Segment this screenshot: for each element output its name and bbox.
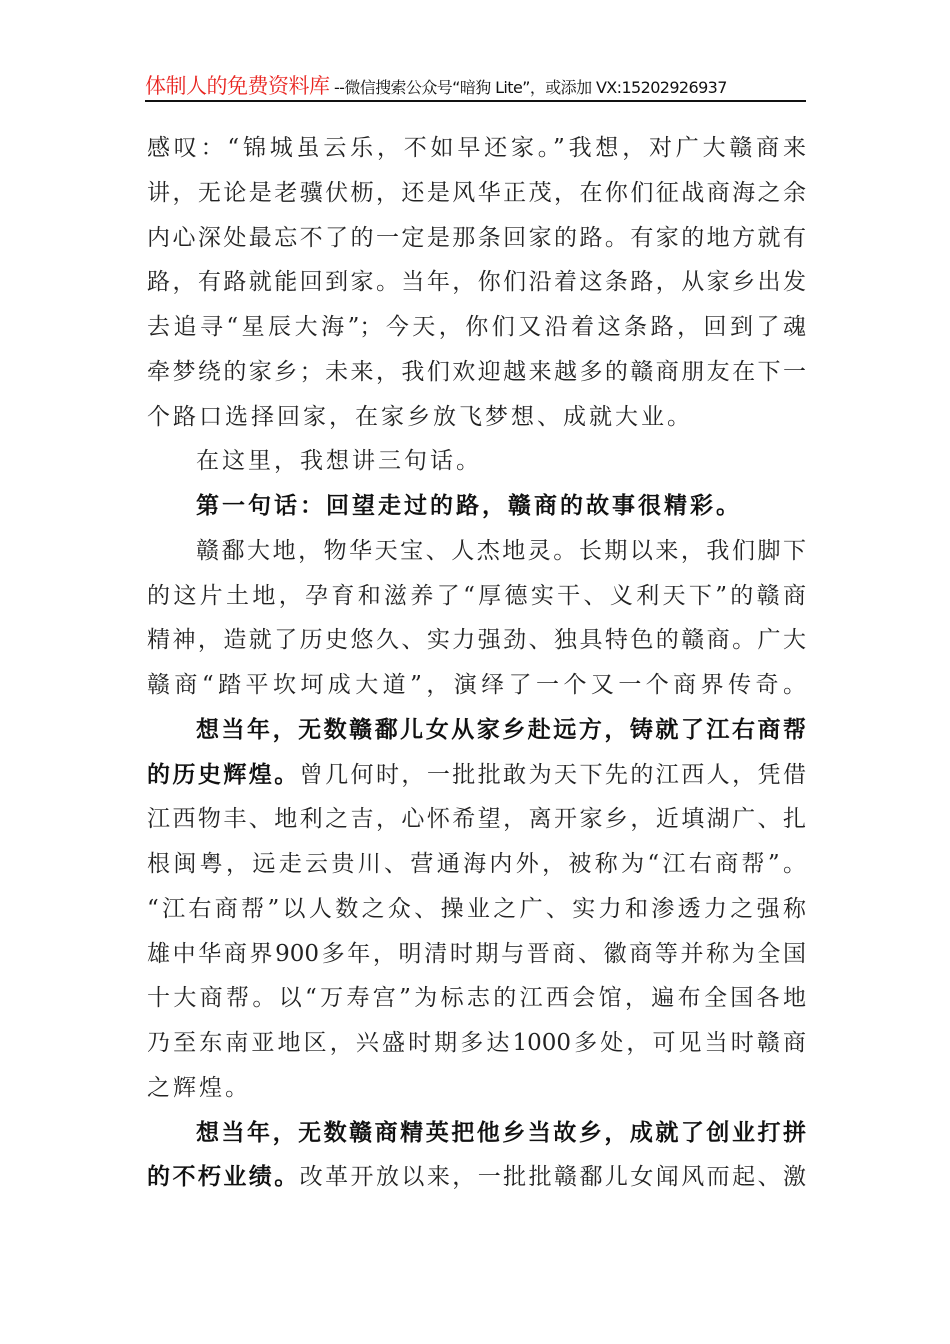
text-line <box>147 355 806 389</box>
body-text: 根闽粤，远走云贵川、营通海内外，被称为“江右商帮”。 <box>147 851 806 877</box>
body-text: 江西物丰、地利之吉，心怀希望，离开家乡，近填湖广、扎 <box>147 806 806 833</box>
bold-text: 第一句话：回望走过的路，赣商的故事很精彩。 <box>196 492 742 519</box>
body-text: 去追寻“星辰大海”；今天，你们又沿着这条路，回到了魂 <box>147 314 806 340</box>
bold-text: 想当年，无数赣商精英把他乡当故乡，成就了创业打拼 <box>196 1118 806 1146</box>
text-line <box>147 221 806 255</box>
text-line <box>147 937 806 971</box>
text-line <box>147 1026 806 1060</box>
body-text: 曾几何时，一批批敢为天下先的江西人，凭借 <box>299 761 807 788</box>
text-line <box>147 1160 806 1194</box>
body-text: 改革开放以来，一批批赣鄱儿女闻风而起、激 <box>299 1164 807 1191</box>
body-text: 的这片土地，孕育和滋养了“厚德实干、义利天下”的赣商 <box>147 582 806 609</box>
text-line <box>147 1071 806 1105</box>
page-header <box>145 70 806 102</box>
body-text: 雄中华商界900多年，明清时期与晋商、徽商等并称为全国 <box>147 940 806 967</box>
text-line <box>147 892 806 926</box>
text-line <box>147 265 806 299</box>
body-text: 赣鄱大地，物华天宝、人杰地灵。长期以来，我们脚下 <box>196 537 806 564</box>
text-line <box>147 131 806 165</box>
text-line <box>147 758 806 792</box>
text-line <box>147 802 806 836</box>
header-contact: --微信搜索公众号“暗狗 Lite”，或添加 VX:15202926937 <box>329 78 727 97</box>
text-line <box>147 176 806 210</box>
body-text: 感叹：“锦城虽云乐，不如早还家。”我想，对广大赣商来 <box>147 135 806 161</box>
text-line <box>147 668 806 702</box>
text-line <box>196 534 806 568</box>
bold-text: 的历史辉煌。 <box>147 760 300 788</box>
body-text: 牵梦绕的家乡；未来，我们欢迎越来越多的赣商朋友在下一 <box>147 358 806 385</box>
bold-text: 想当年，无数赣鄱儿女从家乡赴远方，铸就了江右商帮 <box>196 715 806 743</box>
text-line <box>147 310 806 344</box>
body-text: 十大商帮。以“万寿宫”为标志的江西会馆，遍布全国各地 <box>147 985 806 1012</box>
body-text: 内心深处最忘不了的一定是那条回家的路。有家的地方就有 <box>147 224 806 251</box>
text-line <box>147 981 806 1015</box>
header-brand: 体制人的免费资料库 <box>145 74 330 98</box>
body-text: 个路口选择回家，在家乡放飞梦想、成就大业。 <box>147 403 693 430</box>
text-line <box>196 489 806 523</box>
body-text: 路，有路就能回到家。当年，你们沿着这条路，从家乡出发 <box>147 269 806 296</box>
text-line <box>147 400 806 434</box>
body-text: “江右商帮”以人数之众、操业之广、实力和渗透力之强称 <box>147 895 806 922</box>
body-text: 之辉煌。 <box>147 1074 251 1101</box>
text-line <box>196 444 806 478</box>
body-text: 精神，造就了历史悠久、实力强劲、独具特色的赣商。广大 <box>147 627 806 654</box>
text-line <box>147 847 806 881</box>
text-line <box>147 579 806 613</box>
text-line <box>196 1116 806 1150</box>
text-line <box>196 713 806 747</box>
bold-text: 的不朽业绩。 <box>147 1163 300 1191</box>
body-text: 赣商“踏平坎坷成大道”，演绎了一个又一个商界传奇。 <box>147 672 806 698</box>
body-text: 在这里，我想讲三句话。 <box>196 448 482 475</box>
text-line <box>147 623 806 657</box>
body-text: 讲，无论是老骥伏枥，还是风华正茂，在你们征战商海之余 <box>147 179 806 206</box>
body-text: 乃至东南亚地区，兴盛时期多达1000多处，可见当时赣商 <box>147 1030 806 1056</box>
